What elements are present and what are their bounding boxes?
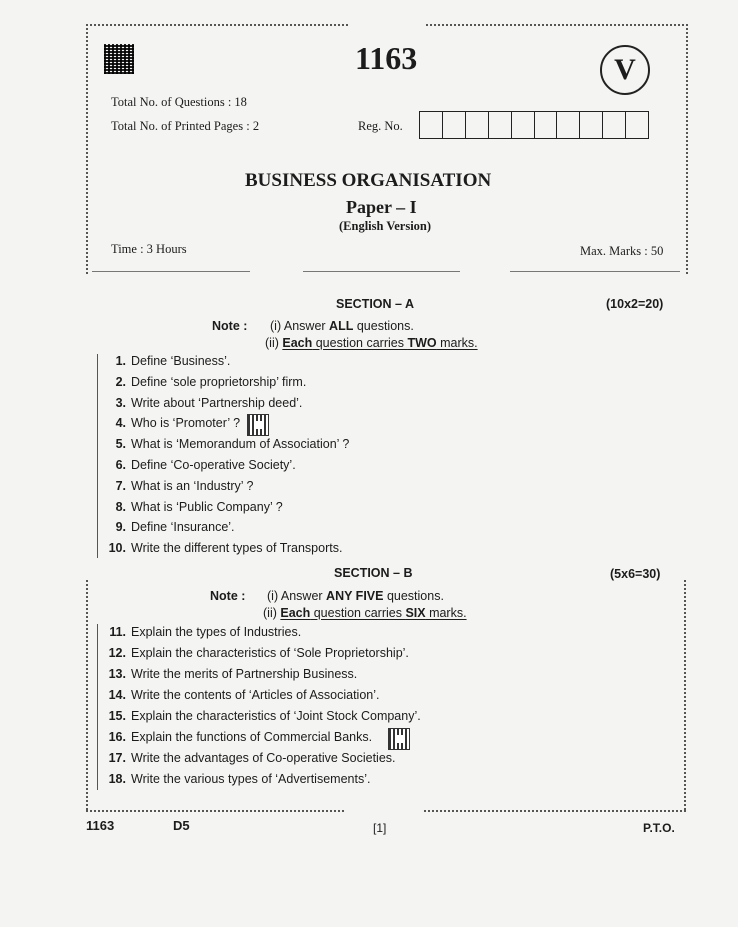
question-text: Define ‘Business’. (131, 354, 231, 368)
note-instruction: (i) Answer ANY FIVE questions. (267, 589, 444, 603)
page-number: [1] (373, 821, 387, 835)
question-item (102, 375, 306, 389)
pto-label: P.T.O. (643, 821, 675, 835)
question-number: 16. (108, 730, 126, 744)
question-number: 8. (115, 499, 126, 514)
question-text: Define ‘Co-operative Society’. (131, 458, 296, 472)
paper-code: 1163 (355, 40, 418, 76)
question-number: 1. (115, 354, 126, 368)
question-text: What is ‘Public Company’ ? (131, 499, 283, 514)
question-item (102, 354, 230, 368)
question-text: Define ‘sole proprietorship’ firm. (131, 374, 307, 389)
question-text: Who is ‘Promoter’ ? (131, 416, 241, 431)
question-number: 14. (108, 688, 126, 702)
question-item (102, 437, 349, 451)
section-b-marks: (5x6=30) (610, 567, 661, 581)
qr-code-icon (388, 728, 410, 750)
question-number: 18. (108, 772, 126, 786)
question-item (102, 772, 370, 786)
question-text: Explain the types of Industries. (131, 625, 302, 639)
question-number: 10. (108, 541, 126, 556)
question-item (102, 458, 296, 472)
question-number: 3. (115, 395, 126, 410)
question-item (102, 396, 302, 410)
reg-no-label: Reg. No. (358, 119, 403, 133)
qr-code-icon (247, 414, 269, 436)
question-text: Write the various types of ‘Advertisements’. (131, 772, 371, 786)
question-number: 15. (108, 709, 126, 723)
question-item (102, 500, 283, 514)
divider (510, 271, 680, 272)
question-text: Write the contents of ‘Articles of Association’. (131, 688, 380, 702)
question-item (102, 688, 380, 702)
time-duration: Time : 3 Hours (111, 242, 187, 256)
question-number: 17. (108, 751, 126, 765)
section-a-marks: (10x2=20) (606, 297, 664, 311)
question-text: Write the merits of Partnership Business. (131, 667, 358, 681)
question-text: Define ‘Insurance’. (131, 520, 235, 535)
border-left-top (86, 24, 88, 274)
question-item (102, 667, 357, 681)
question-number: 11. (109, 625, 126, 639)
question-item (102, 625, 301, 639)
margin-rule (97, 354, 98, 558)
question-text: What is an ‘Industry’ ? (131, 478, 254, 493)
question-number: 12. (108, 646, 126, 660)
question-text: Explain the characteristics of ‘Sole Proprietorship’. (131, 646, 409, 660)
note-instruction: (ii) Each question carries SIX marks. (263, 606, 467, 620)
version-letter: V (614, 53, 636, 86)
question-item (102, 520, 235, 534)
question-text: Write the different types of Transports. (131, 541, 343, 556)
section-b-title: SECTION – B (334, 566, 413, 580)
question-item (102, 751, 396, 765)
question-item (102, 646, 409, 660)
divider (303, 271, 460, 272)
question-number: 6. (115, 458, 126, 472)
note-instruction: (i) Answer ALL questions. (270, 319, 414, 333)
question-item (102, 730, 372, 744)
question-text: What is ‘Memorandum of Association’ ? (131, 437, 350, 452)
note-label: Note : (210, 589, 246, 603)
divider (92, 271, 250, 272)
question-text: Explain the functions of Commercial Banks. (131, 730, 373, 744)
border-top-left (86, 24, 348, 26)
question-number: 13. (108, 667, 126, 681)
paper-number: Paper – I (346, 197, 417, 217)
question-text: Explain the characteristics of ‘Joint Stock Company’. (131, 709, 421, 723)
question-item (102, 709, 421, 723)
version-mark (600, 45, 650, 95)
border-right-bottom (684, 580, 686, 810)
total-pages: Total No. of Printed Pages : 2 (111, 119, 260, 133)
question-number: 2. (115, 374, 126, 389)
footer-code: 1163 (86, 818, 115, 833)
footer-set: D5 (173, 818, 190, 833)
note-label: Note : (212, 319, 248, 333)
border-top-right (426, 24, 688, 26)
section-a-title: SECTION – A (336, 297, 415, 311)
question-number: 7. (115, 478, 126, 493)
exam-title: BUSINESS ORGANISATION (245, 170, 492, 191)
border-right-top (686, 24, 688, 274)
question-item (102, 479, 254, 493)
total-questions: Total No. of Questions : 18 (111, 95, 247, 109)
note-instruction: (ii) Each question carries TWO marks. (265, 336, 478, 350)
question-number: 9. (115, 520, 126, 535)
border-bottom-left (86, 810, 344, 812)
border-left-bottom (86, 580, 88, 810)
border-bottom-right (424, 810, 686, 812)
version-text: (English Version) (339, 219, 432, 233)
reg-no-boxes[interactable] (419, 111, 649, 139)
margin-rule (97, 624, 98, 790)
question-number: 5. (115, 437, 126, 452)
qr-code-icon (104, 44, 134, 74)
question-item (102, 416, 240, 430)
question-text: Write the advantages of Co-operative Societies. (131, 751, 396, 765)
question-text: Write about ‘Partnership deed’. (131, 395, 303, 410)
question-number: 4. (115, 416, 126, 431)
max-marks: Max. Marks : 50 (580, 244, 664, 258)
question-item (102, 541, 342, 555)
